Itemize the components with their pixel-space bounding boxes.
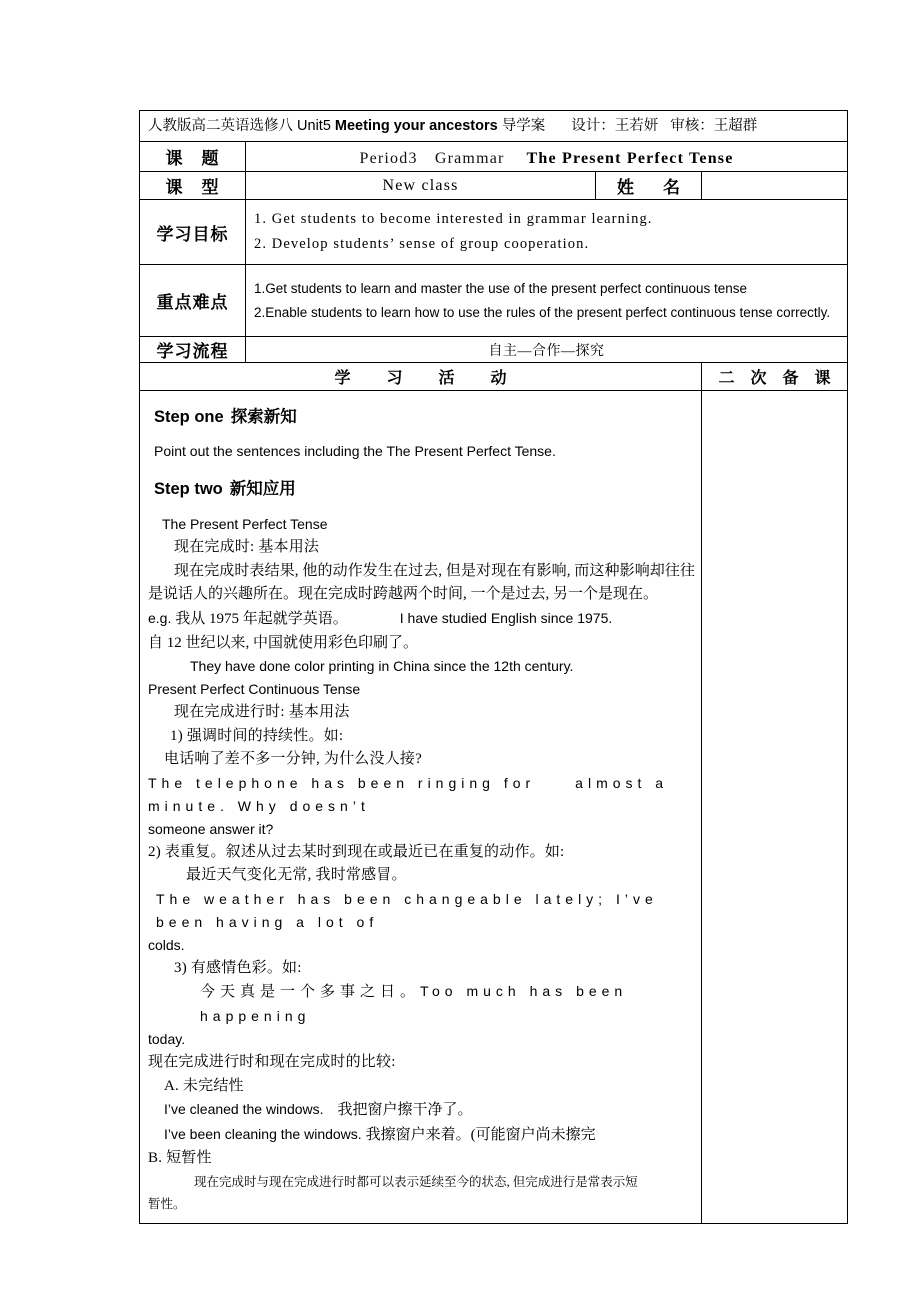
- ppc-point-3: 3) 有感情色彩。如:: [174, 959, 302, 976]
- activity-column-header: 学 习 活 动: [140, 363, 702, 391]
- comparison-b-text-cont: 暂性。: [148, 1196, 186, 1211]
- step-one-heading: [154, 403, 695, 427]
- ppc-point-3-example-en: Too much has been happening: [200, 983, 628, 1024]
- comparison-a-sentence-2: [164, 1123, 695, 1148]
- title-unit-name: Meeting your ancestors: [334, 118, 498, 134]
- example-1-cn: 我从 1975 年起就学英语。: [175, 610, 348, 627]
- designer-label: 设计：王若妍: [571, 118, 659, 134]
- learning-flow-row: [140, 337, 848, 363]
- key-points-label: 重点难点: [140, 265, 246, 337]
- document-title-cell: [140, 111, 848, 142]
- student-name-field[interactable]: [702, 172, 848, 200]
- step-one-label: Step one: [154, 408, 224, 426]
- learning-goals-label: 学习目标: [140, 200, 246, 265]
- prep-column-header: 二 次 备 课: [702, 363, 848, 391]
- comparison-title: 现在完成进行时和现在完成时的比较:: [148, 1054, 396, 1070]
- key-points-cell: [246, 265, 848, 337]
- step-two-cn-label: 新知应用: [229, 480, 296, 498]
- ppc-point-2: 2) 表重复。叙述从过去某时到现在或最近已在重复的动作。如:: [148, 843, 565, 860]
- present-perfect-continuous-subtitle: 现在完成进行时: 基本用法: [174, 704, 350, 720]
- example-2-cn: 自 12 世纪以来, 中国就使用彩色印刷了。: [148, 634, 419, 651]
- lesson-topic-row: [140, 142, 848, 172]
- present-perfect-paragraph: 现在完成时表结果, 他的动作发生在过去, 但是对现在有影响, 而这种影响却往往是说话人的兴趣所在。现在完成时跨越两个时间, 一个是过去, 另一个是现在。: [148, 562, 695, 602]
- learning-goal-item: 1. Get students to become interested in grammar learning.: [254, 211, 653, 227]
- comparison-a-label: A. 未完结性: [164, 1077, 244, 1094]
- comparison-a-2-en: I’ve been cleaning the windows.: [164, 1125, 362, 1142]
- learning-goals-cell: [246, 200, 848, 265]
- lesson-type-row: [140, 172, 848, 200]
- step-one-instruction: Point out the sentences including the The Present Perfect Tense.: [154, 443, 556, 459]
- ppc-point-2-example-cn: 最近天气变化无常, 我时常感冒。: [186, 867, 407, 883]
- key-points-row: [140, 265, 848, 337]
- ppc-point-1: 1) 强调时间的持续性。如:: [170, 727, 344, 744]
- activity-body-cell: [140, 391, 702, 1224]
- example-1-en: I have studied English since 1975.: [399, 609, 613, 626]
- comparison-a-1-cn: 我把窗户擦干净了。: [337, 1102, 473, 1118]
- learning-flow-label: 学习流程: [140, 337, 246, 363]
- lesson-topic-period: Period3 Grammar: [359, 150, 505, 167]
- lesson-topic-value: [246, 142, 848, 172]
- example-line-1: [148, 607, 695, 631]
- step-two-label: Step two: [154, 480, 223, 498]
- ppc-point-2-example-en-cont: colds.: [148, 936, 185, 953]
- comparison-a-2-cn: 我擦窗户来着。(可能窗户尚未擦完: [365, 1126, 596, 1143]
- comparison-b-text-main: 现在完成时与现在完成进行时都可以表示延续至今的状态, 但完成进行是常表示短: [194, 1174, 638, 1189]
- lesson-topic-tense: The Present Perfect Tense: [526, 150, 734, 167]
- learning-goal-item: 2. Develop students’ sense of group cooperation.: [254, 236, 590, 252]
- ppc-point-1-example-en: [148, 772, 695, 818]
- lesson-topic-label: 课 题: [140, 142, 246, 172]
- comparison-a-sentence-1: [164, 1098, 695, 1123]
- key-point-item: 1.Get students to learn and master the use of the present perfect continuous tense: [254, 280, 748, 296]
- lesson-type-label: 课 型: [140, 172, 246, 200]
- title-prefix: 人教版高二英语选修八 Unit5: [148, 118, 335, 134]
- eg-label: e.g.: [148, 609, 172, 626]
- present-perfect-subtitle: 现在完成时: 基本用法: [174, 539, 320, 555]
- activity-body-row: [140, 391, 848, 1224]
- reviewer-label: 审核：王超群: [670, 118, 758, 134]
- learning-goals-row: [140, 200, 848, 265]
- comparison-b-text: [148, 1171, 695, 1193]
- ppc-point-2-example-en: The weather has been changeable lately; I’ve been having a lot of: [156, 890, 658, 930]
- student-name-label: 姓 名: [596, 172, 702, 200]
- lesson-plan-table: [139, 110, 848, 1224]
- lesson-type-value: New class: [246, 172, 596, 200]
- example-line-2-cn: [148, 631, 695, 656]
- ppc-point-1-example-en-cont: someone answer it?: [148, 820, 274, 837]
- present-perfect-title: The Present Perfect Tense: [162, 516, 328, 532]
- ppc-point-3-example: [200, 980, 695, 1028]
- learning-flow-value: 自主—合作—探究: [246, 337, 848, 363]
- step-one-cn-label: 探索新知: [230, 408, 297, 426]
- present-perfect-continuous-title: Present Perfect Continuous Tense: [148, 681, 361, 697]
- comparison-b-label: B. 短暂性: [148, 1150, 212, 1166]
- ppc-point-3-example-cn: 今天真是一个多事之日。: [200, 984, 421, 1000]
- activity-header-row: [140, 363, 848, 391]
- example-line-2-en: They have done color printing in China since the 12th century.: [190, 658, 574, 674]
- comparison-a-1-en: I’ve cleaned the windows.: [164, 1101, 324, 1117]
- ppc-point-3-example-en-cont: today.: [148, 1031, 186, 1047]
- prep-notes-cell[interactable]: [702, 391, 848, 1224]
- ppc-point-1-example-cn: 电话响了差不多一分钟, 为什么没人接?: [164, 751, 422, 767]
- title-row: [140, 111, 848, 142]
- key-point-item: 2.Enable students to learn how to use the rules of the present perfect continuous tense correctly.: [254, 304, 831, 320]
- step-two-heading: [154, 475, 695, 499]
- title-suffix: 导学案: [497, 118, 546, 134]
- ppc-point-1-en-part-b: almost a minute. Why doesn’t: [148, 774, 669, 814]
- ppc-point-1-en-part-a: The telephone has been ringing for: [148, 774, 536, 791]
